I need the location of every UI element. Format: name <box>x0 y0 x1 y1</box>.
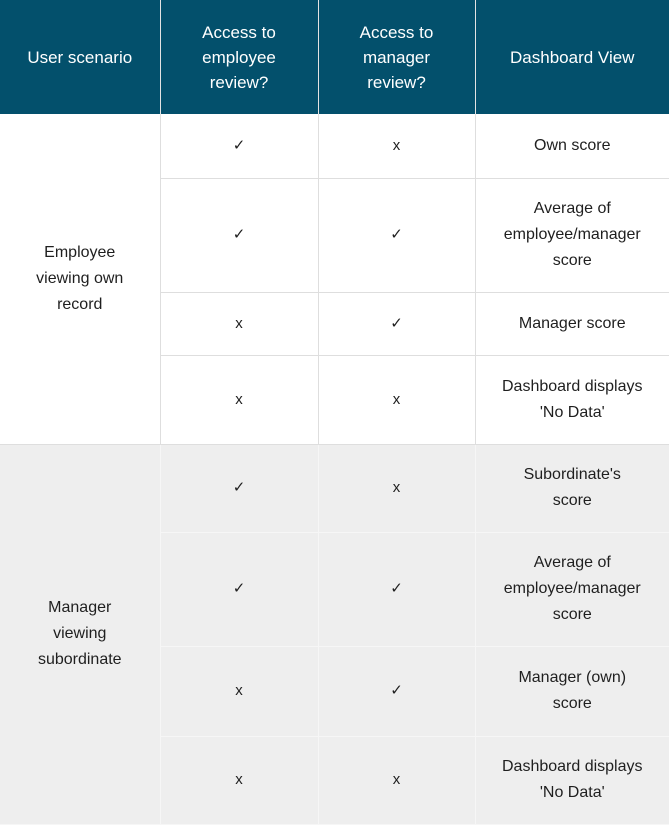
manager-access-cell: x <box>318 736 475 824</box>
manager-access-cell: ✓ <box>318 292 475 355</box>
employee-access-cell: x <box>160 355 318 444</box>
dashboard-view-cell: Average of employee/manager score <box>475 532 669 646</box>
dashboard-view-cell: Own score <box>475 114 669 178</box>
employee-access-cell: x <box>160 292 318 355</box>
employee-access-cell: ✓ <box>160 114 318 178</box>
employee-access-cell: ✓ <box>160 444 318 532</box>
dashboard-view-cell: Manager score <box>475 292 669 355</box>
employee-access-cell: ✓ <box>160 178 318 292</box>
table-row <box>0 444 669 532</box>
scenario-cell: Employee viewing own record <box>0 114 160 444</box>
header-row <box>0 0 669 114</box>
employee-access-cell: x <box>160 736 318 824</box>
manager-access-cell: x <box>318 355 475 444</box>
header-dashboard-view: Dashboard View <box>475 0 669 114</box>
dashboard-view-cell: Manager (own) score <box>475 646 669 736</box>
manager-access-cell: ✓ <box>318 646 475 736</box>
manager-access-cell: ✓ <box>318 532 475 646</box>
scenario-cell: Manager viewing subordinate <box>0 444 160 824</box>
manager-access-cell: x <box>318 114 475 178</box>
dashboard-view-cell: Dashboard displays 'No Data' <box>475 736 669 824</box>
table-row <box>0 114 669 178</box>
header-employee-review-access: Access to employee review? <box>160 0 318 114</box>
header-manager-review-access: Access to manager review? <box>318 0 475 114</box>
dashboard-view-cell: Average of employee/manager score <box>475 178 669 292</box>
table-header <box>0 0 669 114</box>
manager-access-cell: ✓ <box>318 178 475 292</box>
employee-access-cell: ✓ <box>160 532 318 646</box>
dashboard-view-cell: Dashboard displays 'No Data' <box>475 355 669 444</box>
dashboard-view-cell: Subordinate's score <box>475 444 669 532</box>
manager-access-cell: x <box>318 444 475 532</box>
employee-access-cell: x <box>160 646 318 736</box>
header-user-scenario: User scenario <box>0 0 160 114</box>
table-body <box>0 114 669 824</box>
